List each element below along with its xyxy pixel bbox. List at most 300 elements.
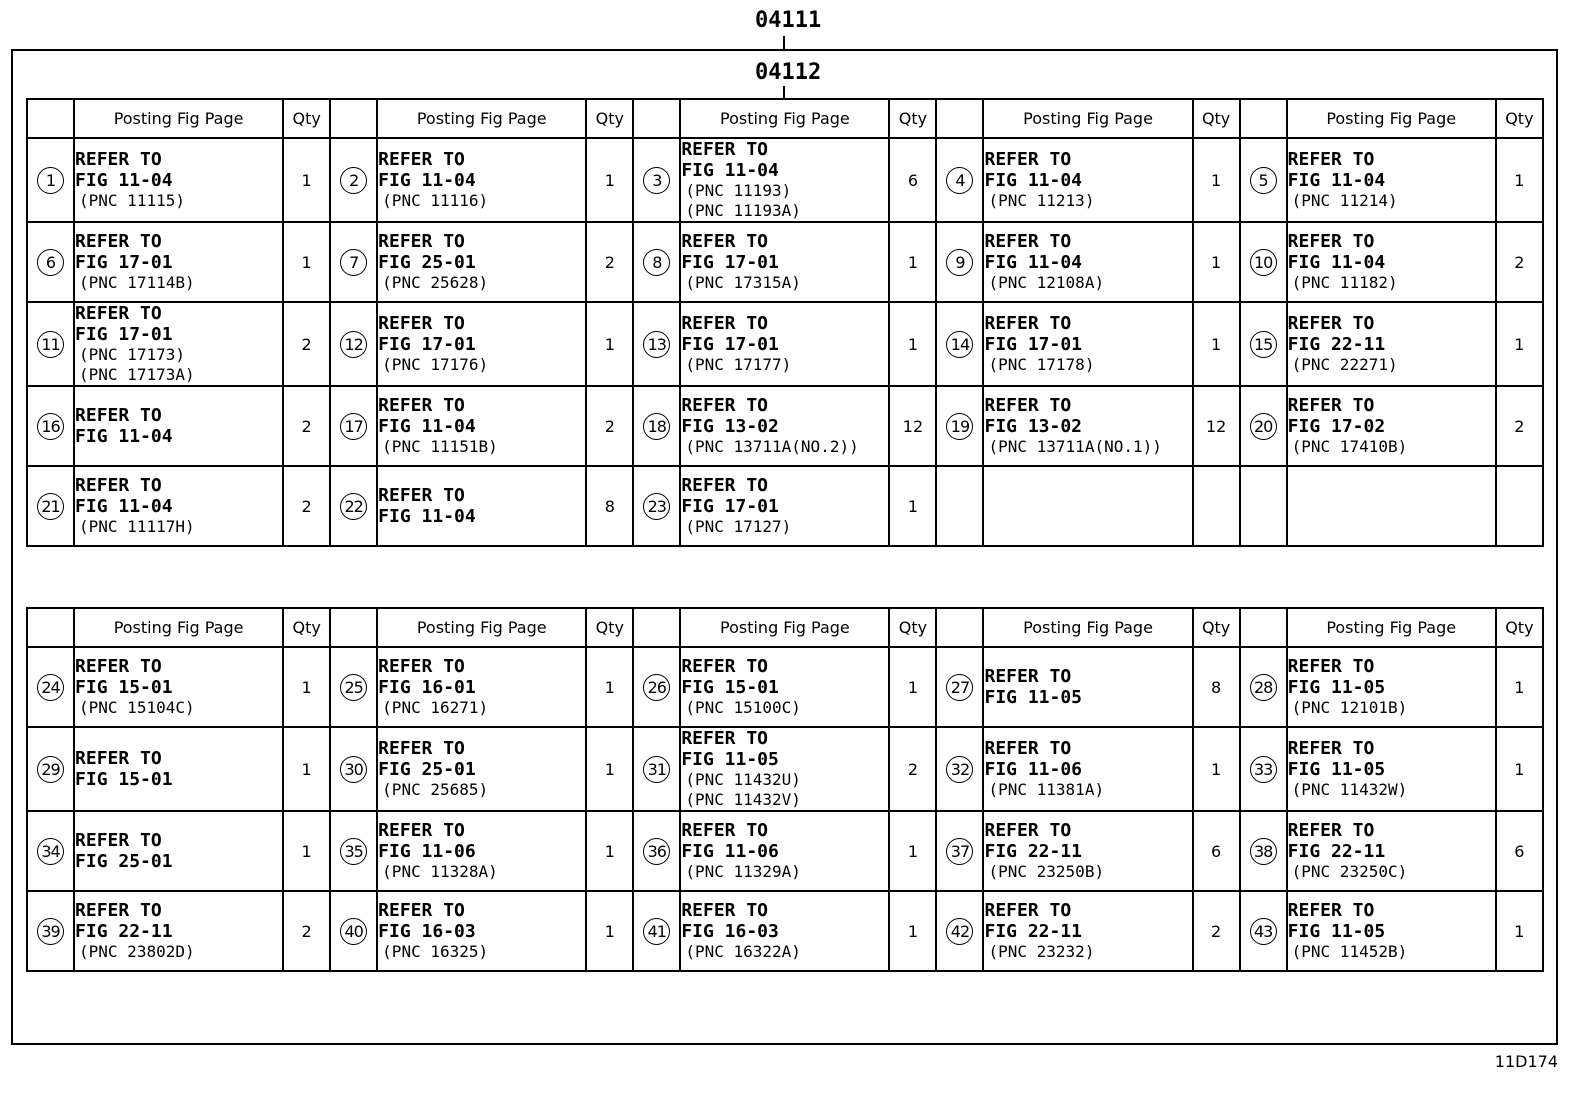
circled-item-number: 25 — [340, 674, 367, 701]
circled-item-number: 28 — [1250, 674, 1277, 701]
pnc-text: (PNC 11329A) — [685, 862, 801, 881]
pnc-text: (PNC 15100C) — [685, 698, 801, 717]
refer-to-text: REFER TO — [75, 830, 162, 851]
fig-reference-text: FIG 11-04 — [75, 170, 173, 191]
refer-to-text: REFER TO — [1287, 900, 1375, 921]
refer-to-text: REFER TO — [378, 738, 465, 759]
circled-item-number: 13 — [643, 331, 670, 358]
posting-fig-page-cell — [680, 727, 889, 811]
circled-item-number: 3 — [643, 167, 670, 194]
circled-item-number: 2 — [340, 167, 367, 194]
refer-to-text: REFER TO — [984, 820, 1072, 841]
posting-fig-page-cell — [74, 222, 283, 302]
pnc-text: (PNC 11432U) — [685, 770, 801, 789]
refer-to-text: REFER TO — [378, 820, 465, 841]
item-number-cell — [936, 138, 983, 222]
item-number-cell — [1240, 647, 1287, 727]
pnc-text: (PNC 17178) — [988, 355, 1095, 374]
qty-cell: 6 — [1193, 811, 1240, 891]
pnc-text: (PNC 12108A) — [988, 273, 1105, 292]
posting-fig-page-cell — [1287, 138, 1496, 222]
qty-cell: 1 — [1193, 222, 1240, 302]
qty-cell: 6 — [1496, 811, 1543, 891]
circled-item-number: 38 — [1250, 838, 1277, 865]
qty-cell: 1 — [586, 811, 633, 891]
qty-cell: 2 — [283, 466, 330, 546]
table-row — [27, 466, 1543, 546]
refer-to-text: REFER TO — [1287, 820, 1375, 841]
posting-fig-page-cell — [377, 466, 586, 546]
refer-to-text: REFER TO — [75, 231, 162, 252]
table-row — [27, 891, 1543, 971]
pnc-text: (PNC 13711A(NO.2)) — [685, 437, 859, 456]
refer-to-text: REFER TO — [984, 149, 1072, 170]
circled-item-number: 41 — [643, 918, 670, 945]
posting-fig-page-cell — [680, 891, 889, 971]
pnc-text: (PNC 17315A) — [685, 273, 801, 292]
qty-header: Qty — [586, 99, 633, 138]
refer-to-text: REFER TO — [1287, 231, 1375, 252]
posting-fig-page-cell — [377, 727, 586, 811]
fig-reference-text: FIG 15-01 — [681, 677, 779, 698]
item-number-cell — [330, 647, 377, 727]
fig-reference-text: FIG 25-01 — [75, 851, 173, 872]
qty-header: Qty — [1193, 608, 1240, 647]
qty-cell: 1 — [889, 222, 936, 302]
circled-item-number: 18 — [643, 413, 670, 440]
callout-04112: 04112 — [755, 60, 822, 85]
posting-fig-page-header: Posting Fig Page — [983, 608, 1192, 647]
pnc-text: (PNC 23802D) — [79, 942, 195, 961]
posting-fig-page-cell — [377, 811, 586, 891]
qty-cell: 1 — [1193, 727, 1240, 811]
posting-fig-page-cell — [1287, 386, 1496, 466]
circled-item-number: 43 — [1250, 918, 1277, 945]
qty-cell: 1 — [889, 811, 936, 891]
circled-item-number: 32 — [946, 756, 973, 783]
refer-to-text: REFER TO — [681, 395, 769, 416]
circled-item-number: 33 — [1250, 756, 1277, 783]
item-number-cell — [936, 222, 983, 302]
number-header — [1240, 99, 1287, 138]
posting-fig-page-cell — [74, 811, 283, 891]
item-number-cell — [1240, 727, 1287, 811]
fig-reference-text: FIG 11-05 — [1287, 759, 1386, 780]
table-row — [27, 811, 1543, 891]
qty-header: Qty — [1193, 99, 1240, 138]
circled-item-number: 26 — [643, 674, 670, 701]
qty-cell: 2 — [586, 386, 633, 466]
pnc-text: (PNC 23250C) — [1291, 862, 1408, 881]
item-number-cell — [936, 466, 983, 546]
pnc-text: (PNC 11116) — [382, 191, 489, 210]
refer-to-text: REFER TO — [75, 475, 162, 496]
posting-fig-page-cell — [377, 386, 586, 466]
refer-to-text: REFER TO — [75, 656, 162, 677]
item-number-cell — [633, 386, 680, 466]
refer-to-text: REFER TO — [75, 303, 162, 324]
circled-item-number: 37 — [946, 838, 973, 865]
fig-reference-text: FIG 16-01 — [378, 677, 476, 698]
refer-to-text: REFER TO — [681, 656, 769, 677]
fig-reference-text: FIG 22-11 — [1287, 334, 1386, 355]
refer-to-text: REFER TO — [984, 738, 1072, 759]
refer-to-text: REFER TO — [75, 149, 162, 170]
qty-cell: 2 — [1193, 891, 1240, 971]
refer-to-text: REFER TO — [984, 313, 1072, 334]
item-number-cell — [27, 466, 74, 546]
item-number-cell — [1240, 302, 1287, 386]
refer-to-text: REFER TO — [378, 656, 465, 677]
posting-fig-page-cell — [1287, 466, 1496, 546]
refer-to-text: REFER TO — [378, 900, 465, 921]
posting-fig-page-cell — [1287, 222, 1496, 302]
fig-reference-text: FIG 11-05 — [984, 687, 1083, 708]
pnc-text: (PNC 11115) — [79, 191, 185, 210]
pnc-text: (PNC 23250B) — [988, 862, 1105, 881]
table-row — [27, 727, 1543, 811]
posting-fig-page-cell — [983, 138, 1192, 222]
fig-reference-text: FIG 11-04 — [681, 160, 779, 181]
posting-fig-page-cell — [377, 222, 586, 302]
refer-to-text: REFER TO — [681, 475, 769, 496]
posting-fig-page-cell — [680, 222, 889, 302]
refer-to-text: REFER TO — [75, 900, 162, 921]
pnc-text: (PNC 17410B) — [1291, 437, 1408, 456]
qty-cell: 1 — [1193, 302, 1240, 386]
number-header — [330, 99, 377, 138]
qty-header: Qty — [889, 99, 936, 138]
item-number-cell — [936, 811, 983, 891]
item-number-cell — [330, 811, 377, 891]
refer-to-text: REFER TO — [681, 820, 769, 841]
circled-item-number: 21 — [37, 493, 64, 520]
fig-reference-text: FIG 11-06 — [681, 841, 779, 862]
refer-to-text: REFER TO — [681, 313, 769, 334]
table-row — [27, 222, 1543, 302]
pnc-text: (PNC 11214) — [1291, 191, 1398, 210]
circled-item-number: 35 — [340, 838, 367, 865]
pnc-text: (PNC 16271) — [382, 698, 489, 717]
qty-cell: 1 — [586, 891, 633, 971]
posting-fig-page-cell — [377, 647, 586, 727]
qty-cell: 2 — [1496, 222, 1543, 302]
qty-header: Qty — [889, 608, 936, 647]
qty-cell: 1 — [1496, 302, 1543, 386]
fig-reference-text: FIG 11-04 — [378, 170, 476, 191]
pnc-text: (PNC 13711A(NO.1)) — [988, 437, 1162, 456]
refer-to-text: REFER TO — [1287, 656, 1375, 677]
qty-cell: 1 — [889, 466, 936, 546]
posting-fig-page-cell — [1287, 647, 1496, 727]
qty-cell: 1 — [283, 647, 330, 727]
callout-leader-04111 — [783, 36, 785, 49]
item-number-cell — [633, 222, 680, 302]
posting-fig-page-cell — [1287, 891, 1496, 971]
qty-cell: 2 — [283, 386, 330, 466]
qty-header: Qty — [283, 608, 330, 647]
fig-reference-text: FIG 11-06 — [378, 841, 476, 862]
fig-reference-text: FIG 22-11 — [984, 921, 1083, 942]
item-number-cell — [330, 386, 377, 466]
refer-to-text: REFER TO — [378, 485, 465, 506]
number-header — [936, 608, 983, 647]
circled-item-number: 11 — [37, 331, 64, 358]
circled-item-number: 9 — [946, 249, 973, 276]
qty-cell: 1 — [889, 891, 936, 971]
item-number-cell — [936, 647, 983, 727]
pnc-text: (PNC 11381A) — [988, 780, 1105, 799]
posting-fig-page-cell — [983, 466, 1192, 546]
pnc-text: (PNC 17173) — [79, 345, 185, 364]
posting-fig-page-cell — [680, 466, 889, 546]
refer-to-text: REFER TO — [984, 900, 1072, 921]
posting-fig-page-cell — [74, 302, 283, 386]
refer-to-text: REFER TO — [75, 748, 162, 769]
fig-reference-text: FIG 25-01 — [378, 759, 476, 780]
posting-fig-page-cell — [377, 138, 586, 222]
fig-reference-text: FIG 13-02 — [984, 416, 1083, 437]
item-number-cell — [1240, 222, 1287, 302]
fig-reference-text: FIG 11-04 — [378, 506, 476, 527]
item-number-cell — [27, 727, 74, 811]
qty-header: Qty — [1496, 608, 1543, 647]
posting-fig-page-cell — [74, 891, 283, 971]
qty-cell: 1 — [283, 727, 330, 811]
number-header — [633, 608, 680, 647]
fig-reference-text: FIG 17-01 — [984, 334, 1083, 355]
posting-fig-page-cell — [680, 138, 889, 222]
fig-reference-text: FIG 22-11 — [984, 841, 1083, 862]
number-header — [936, 99, 983, 138]
refer-to-text: REFER TO — [681, 728, 769, 749]
pnc-text: (PNC 17173A) — [79, 365, 195, 384]
refer-to-text: REFER TO — [378, 231, 465, 252]
fig-reference-text: FIG 11-05 — [1287, 677, 1386, 698]
fig-reference-text: FIG 25-01 — [378, 252, 476, 273]
fig-reference-text: FIG 11-06 — [984, 759, 1083, 780]
circled-item-number: 10 — [1250, 249, 1277, 276]
table-row — [27, 386, 1543, 466]
qty-cell: 1 — [1496, 138, 1543, 222]
posting-fig-page-cell — [74, 138, 283, 222]
qty-cell: 1 — [1496, 891, 1543, 971]
table-row — [27, 138, 1543, 222]
posting-fig-page-cell — [74, 647, 283, 727]
qty-cell: 1 — [283, 138, 330, 222]
fig-reference-text: FIG 16-03 — [378, 921, 476, 942]
posting-fig-page-cell — [1287, 302, 1496, 386]
circled-item-number: 7 — [340, 249, 367, 276]
pnc-text: (PNC 25628) — [382, 273, 489, 292]
pnc-text: (PNC 17127) — [685, 517, 792, 536]
circled-item-number: 24 — [37, 674, 64, 701]
fig-reference-text: FIG 16-03 — [681, 921, 779, 942]
item-number-cell — [330, 302, 377, 386]
posting-fig-page-cell — [983, 302, 1192, 386]
item-number-cell — [27, 811, 74, 891]
qty-cell: 2 — [889, 727, 936, 811]
fig-reference-text: FIG 17-01 — [75, 252, 173, 273]
item-number-cell — [633, 811, 680, 891]
pnc-text: (PNC 11151B) — [382, 437, 498, 456]
fig-reference-text: FIG 11-04 — [378, 416, 476, 437]
posting-fig-page-cell — [983, 811, 1192, 891]
circled-item-number: 29 — [37, 756, 64, 783]
posting-fig-page-cell — [377, 891, 586, 971]
header-row — [27, 608, 1543, 647]
refer-to-text: REFER TO — [1287, 395, 1375, 416]
number-header — [27, 608, 74, 647]
qty-header: Qty — [1496, 99, 1543, 138]
qty-header: Qty — [283, 99, 330, 138]
fig-reference-text: FIG 11-04 — [75, 426, 173, 447]
qty-cell — [1193, 466, 1240, 546]
figure-code: 11D174 — [1494, 1052, 1558, 1071]
pnc-text: (PNC 11117H) — [79, 517, 195, 536]
fig-reference-text: FIG 15-01 — [75, 677, 173, 698]
item-number-cell — [27, 386, 74, 466]
posting-fig-page-cell — [983, 891, 1192, 971]
fig-reference-text: FIG 17-01 — [681, 252, 779, 273]
item-number-cell — [936, 386, 983, 466]
item-number-cell — [330, 466, 377, 546]
posting-fig-page-cell — [983, 222, 1192, 302]
item-number-cell — [27, 222, 74, 302]
qty-cell: 1 — [586, 138, 633, 222]
fig-reference-text: FIG 22-11 — [75, 921, 173, 942]
refer-to-text: REFER TO — [681, 231, 769, 252]
qty-cell: 6 — [889, 138, 936, 222]
fig-reference-text: FIG 17-01 — [681, 496, 779, 517]
item-number-cell — [1240, 811, 1287, 891]
qty-cell: 8 — [1193, 647, 1240, 727]
fig-reference-text: FIG 13-02 — [681, 416, 779, 437]
qty-cell: 1 — [586, 727, 633, 811]
circled-item-number: 39 — [37, 918, 64, 945]
item-number-cell — [1240, 138, 1287, 222]
posting-fig-page-header: Posting Fig Page — [377, 608, 586, 647]
posting-fig-page-header: Posting Fig Page — [74, 608, 283, 647]
fig-reference-text: FIG 11-05 — [1287, 921, 1386, 942]
pnc-text: (PNC 11193) — [685, 181, 792, 200]
posting-fig-page-header: Posting Fig Page — [377, 99, 586, 138]
circled-item-number: 16 — [37, 413, 64, 440]
qty-header: Qty — [586, 608, 633, 647]
fig-reference-text: FIG 11-04 — [1287, 170, 1386, 191]
circled-item-number: 31 — [643, 756, 670, 783]
pnc-text: (PNC 22271) — [1291, 355, 1398, 374]
qty-cell: 1 — [889, 302, 936, 386]
item-number-cell — [27, 302, 74, 386]
circled-item-number: 6 — [37, 249, 64, 276]
refer-to-text: REFER TO — [75, 405, 162, 426]
pnc-text: (PNC 23232) — [988, 942, 1095, 961]
qty-cell: 1 — [1496, 647, 1543, 727]
refer-to-text: REFER TO — [1287, 738, 1375, 759]
item-number-cell — [1240, 466, 1287, 546]
posting-fig-page-header: Posting Fig Page — [680, 99, 889, 138]
pnc-text: (PNC 11213) — [988, 191, 1095, 210]
pnc-text: (PNC 15104C) — [79, 698, 195, 717]
posting-fig-page-cell — [74, 386, 283, 466]
qty-cell: 2 — [283, 891, 330, 971]
qty-cell: 12 — [889, 386, 936, 466]
circled-item-number: 20 — [1250, 413, 1277, 440]
item-number-cell — [936, 727, 983, 811]
posting-fig-page-header: Posting Fig Page — [983, 99, 1192, 138]
item-number-cell — [27, 138, 74, 222]
number-header — [633, 99, 680, 138]
fig-reference-text: FIG 17-01 — [378, 334, 476, 355]
pnc-text: (PNC 16322A) — [685, 942, 801, 961]
refer-to-text: REFER TO — [984, 666, 1072, 687]
qty-cell: 1 — [1496, 727, 1543, 811]
item-number-cell — [330, 727, 377, 811]
qty-cell: 2 — [1496, 386, 1543, 466]
pnc-text: (PNC 17114B) — [79, 273, 195, 292]
fig-reference-text: FIG 11-04 — [984, 170, 1083, 191]
fig-reference-text: FIG 17-01 — [681, 334, 779, 355]
posting-fig-page-cell — [983, 386, 1192, 466]
item-number-cell — [1240, 386, 1287, 466]
table-row — [27, 647, 1543, 727]
fig-reference-text: FIG 15-01 — [75, 769, 173, 790]
item-number-cell — [330, 138, 377, 222]
circled-item-number: 22 — [340, 493, 367, 520]
item-number-cell — [1240, 891, 1287, 971]
posting-fig-page-header: Posting Fig Page — [1287, 99, 1496, 138]
circled-item-number: 1 — [37, 167, 64, 194]
circled-item-number: 27 — [946, 674, 973, 701]
posting-fig-page-header: Posting Fig Page — [1287, 608, 1496, 647]
fig-reference-text: FIG 11-04 — [75, 496, 173, 517]
reference-table-2 — [26, 607, 1544, 972]
pnc-text: (PNC 11328A) — [382, 862, 498, 881]
refer-to-text: REFER TO — [378, 313, 465, 334]
posting-fig-page-cell — [983, 727, 1192, 811]
circled-item-number: 12 — [340, 331, 367, 358]
fig-reference-text: FIG 11-04 — [1287, 252, 1386, 273]
pnc-text: (PNC 11193A) — [685, 201, 801, 220]
pnc-text: (PNC 11432W) — [1291, 780, 1408, 799]
pnc-text: (PNC 11452B) — [1291, 942, 1408, 961]
qty-cell: 1 — [889, 647, 936, 727]
circled-item-number: 40 — [340, 918, 367, 945]
posting-fig-page-cell — [74, 466, 283, 546]
circled-item-number: 19 — [946, 413, 973, 440]
item-number-cell — [633, 647, 680, 727]
qty-cell: 2 — [283, 302, 330, 386]
item-number-cell — [936, 891, 983, 971]
circled-item-number: 17 — [340, 413, 367, 440]
number-header — [330, 608, 377, 647]
qty-cell: 1 — [1193, 138, 1240, 222]
qty-cell — [1496, 466, 1543, 546]
callout-04111: 04111 — [755, 8, 822, 33]
header-row — [27, 99, 1543, 138]
table-row — [27, 302, 1543, 386]
posting-fig-page-cell — [74, 727, 283, 811]
circled-item-number: 4 — [946, 167, 973, 194]
pnc-text: (PNC 11182) — [1291, 273, 1398, 292]
posting-fig-page-cell — [680, 386, 889, 466]
circled-item-number: 23 — [643, 493, 670, 520]
refer-to-text: REFER TO — [984, 395, 1072, 416]
pnc-text: (PNC 17177) — [685, 355, 792, 374]
pnc-text: (PNC 16325) — [382, 942, 489, 961]
circled-item-number: 42 — [946, 918, 973, 945]
